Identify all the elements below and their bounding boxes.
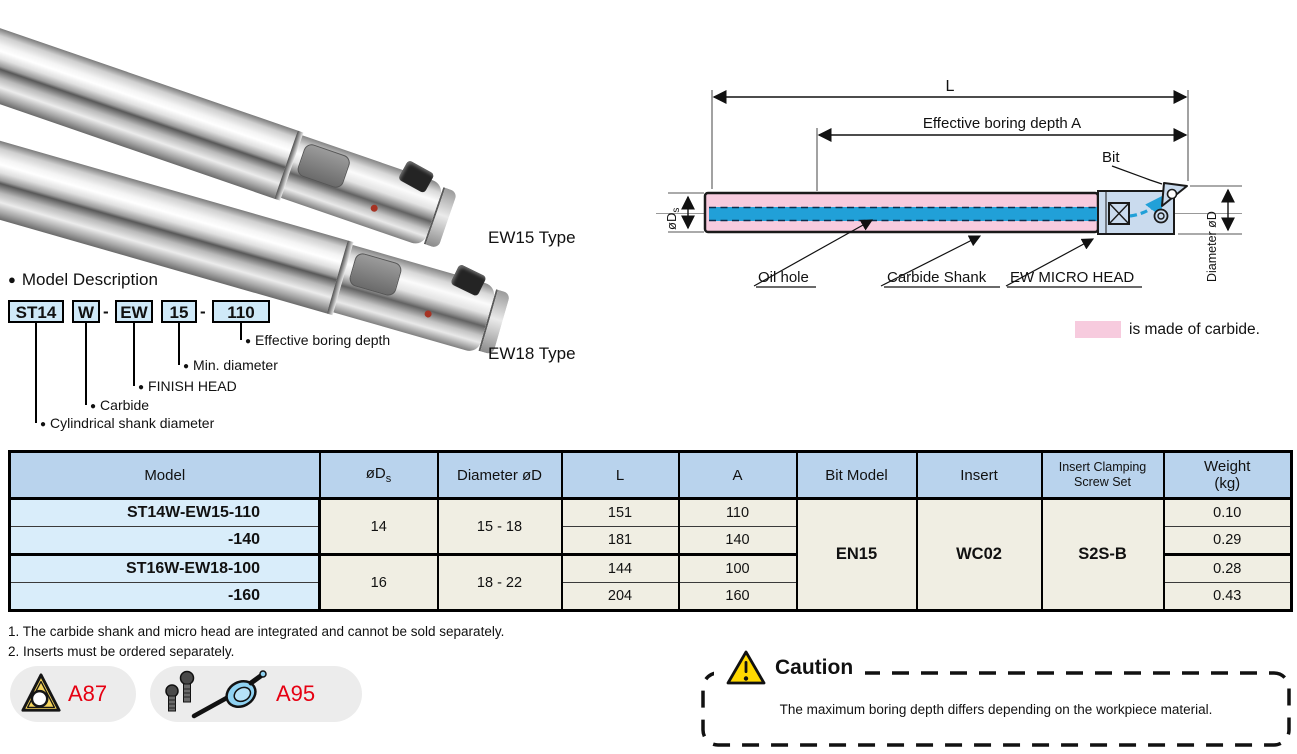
bit-label: Bit — [1102, 149, 1120, 166]
col-header-weight: Weight (kg) — [1164, 452, 1292, 499]
bullet-icon — [8, 270, 22, 289]
callout-cylindrical-shank-diameter: ● Cylindrical shank diameter — [40, 415, 214, 431]
tool-insert — [398, 160, 435, 194]
screw-set-page-ref-badge[interactable] — [150, 666, 362, 722]
model-code-dash: - — [200, 302, 206, 321]
insert-cell: WC02 — [917, 499, 1042, 611]
callout-line — [35, 323, 37, 423]
model-code-dash: - — [103, 302, 109, 321]
oil-hole-channel — [709, 207, 1108, 221]
callout-line — [178, 323, 180, 365]
ew15-type-label: EW15 Type — [488, 228, 576, 247]
model-code-segment-110: 110 — [212, 300, 270, 323]
col-header-l: L — [562, 452, 679, 499]
col-header-bit-model: Bit Model — [797, 452, 917, 499]
model-code-segment-ew: EW — [115, 300, 153, 323]
carbide-legend-text: is made of carbide. — [1129, 321, 1260, 338]
col-header-a: A — [679, 452, 797, 499]
callout-carbide: ● Carbide — [90, 397, 149, 413]
weight-cell: 0.29 — [1164, 527, 1292, 555]
callout-min-diameter: ● Min. diameter — [183, 357, 278, 373]
col-header-diameter: Diameter øD — [438, 452, 562, 499]
col-header-model: Model — [10, 452, 320, 499]
l-cell: 151 — [562, 499, 679, 527]
a-cell: 110 — [679, 499, 797, 527]
l-cell: 181 — [562, 527, 679, 555]
col-header-ds: $øD_s$ — [320, 452, 438, 499]
clamping-tool-icon — [162, 669, 268, 719]
l-cell: 204 — [562, 583, 679, 611]
a-cell: 160 — [679, 583, 797, 611]
weight-cell: 0.43 — [1164, 583, 1292, 611]
carbide-color-swatch — [1075, 321, 1121, 338]
callout-line — [133, 323, 135, 386]
callout-finish-head: ● FINISH HEAD — [138, 378, 237, 394]
tool-clamp — [295, 142, 351, 190]
insert-icon — [20, 671, 62, 717]
diameter-cell: 18 - 22 — [438, 555, 562, 611]
callout-line — [85, 323, 87, 405]
weight-cell: 0.28 — [1164, 555, 1292, 583]
micro-head-label: EW MICRO HEAD — [1010, 269, 1135, 286]
model-cell: -160 — [10, 583, 320, 611]
caution-title: Caution — [775, 656, 854, 679]
bit-model-cell: EN15 — [797, 499, 917, 611]
ds-cell: 16 — [320, 555, 438, 611]
model-cell: ST16W-EW18-100 — [10, 555, 320, 583]
tool-clamp — [348, 251, 404, 297]
model-code-segment-15: 15 — [161, 300, 197, 323]
cutting-diameter-label: Diameter øD — [1205, 211, 1219, 282]
warning-triangle-icon — [726, 649, 766, 687]
model-description-title: Model Description — [21, 270, 158, 289]
spec-table — [8, 450, 1293, 612]
ds-cell: 14 — [320, 499, 438, 555]
table-header-row — [10, 452, 1292, 499]
dim-a-label: Effective boring depth A — [922, 115, 1082, 132]
model-code-segment-st14: ST14 — [8, 300, 64, 323]
weight-cell: 0.10 — [1164, 499, 1292, 527]
model-cell: -140 — [10, 527, 320, 555]
insert-page-ref-badge[interactable] — [10, 666, 136, 722]
footnote-1: 1. The carbide shank and micro head are integrated and cannot be sold separately. — [8, 624, 505, 639]
l-cell: 144 — [562, 555, 679, 583]
caution-header — [714, 647, 865, 689]
col-header-screw-set: Insert Clamping Screw Set — [1042, 452, 1164, 499]
model-description-heading — [8, 270, 158, 290]
oil-hole-label: Oil hole — [758, 269, 809, 286]
callout-line — [240, 323, 242, 340]
a-cell: 100 — [679, 555, 797, 583]
product-photo — [0, 0, 672, 446]
diameter-cell: 15 - 18 — [438, 499, 562, 555]
model-cell: ST14W-EW15-110 — [10, 499, 320, 527]
caution-text: The maximum boring depth differs depending on the workpiece material. — [779, 702, 1213, 717]
shank-diameter-label: $øD_s$ — [664, 207, 682, 230]
callout-effective-boring-depth: ● Effective boring depth — [245, 332, 390, 348]
dimension-diagram — [650, 70, 1296, 310]
footnote-2: 2. Inserts must be ordered separately. — [8, 644, 235, 659]
dim-l-label: L — [945, 78, 955, 95]
table-row — [10, 499, 1292, 527]
tool-insert — [450, 264, 487, 297]
tool-coolant-dot — [424, 310, 433, 319]
ew18-type-label: EW18 Type — [488, 344, 576, 363]
tool-coolant-dot — [370, 204, 379, 213]
col-header-insert: Insert — [917, 452, 1042, 499]
page-ref-a87: A87 — [68, 681, 108, 706]
page-ref-a95: A95 — [276, 681, 316, 706]
a-cell: 140 — [679, 527, 797, 555]
carbide-shank-label: Carbide Shank — [887, 269, 987, 286]
model-code-segment-w: W — [72, 300, 100, 323]
screw-set-cell: S2S-B — [1042, 499, 1164, 611]
